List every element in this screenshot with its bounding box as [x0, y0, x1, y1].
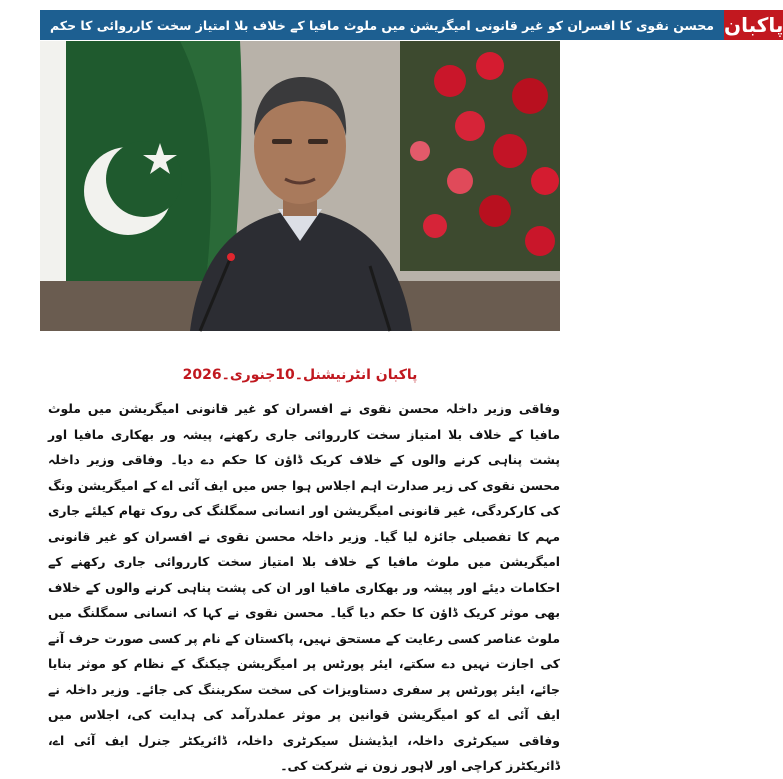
brand-logo: پاکبان: [724, 10, 783, 40]
flowers-graphic: [400, 41, 560, 271]
header-bar: [40, 10, 783, 40]
dateline: پاکبان انٹرنیشنل۔10جنوری۔2026: [182, 367, 418, 383]
article-body: وفاقی وزیر داخلہ محسن نقوی نے افسران کو غیر قانونی امیگریشن میں ملوث مافیا کے خلاف بلا امتیاز سخت کارروائی جاری رکھنے، پیشہ ور بھکاری مافیا اور پشت پناہی کرنے والوں کے خلاف کریک ڈاؤن کا حکم دے دیا۔ وفاقی وزیر داخلہ محسن نقوی کی زیر صدارت اہم اجلاس ہوا جس میں ایف آئی اے کے امیگریشن ونگ کی کارکردگی، غیر قانونی امیگریشن اور انسانی سمگلنگ کی روک تھام کیلئے جاری مہم کا تفصیلی جائزہ لیا گیا۔ وزیر داخلہ محسن نقوی نے افسران کو غیر قانونی امیگریشن میں ملوث مافیا کے خلاف بلا امتیاز سخت کارروائی جاری رکھنے کے احکامات دیئے اور پیشہ ور بھکاری مافیا اور ان کی پشت پناہی کرنے والوں کے خلاف بھی موثر کریک ڈاؤن کا حکم دیا گیا۔ محسن نقوی نے کہا کہ انسانی سمگلنگ میں ملوث عناصر کسی رعایت کے مستحق نہیں، پاکستان کے نام پر کسی صورت حرف آنے کی اجازت نہیں دے سکتے، ایئر پورٹس پر امیگریشن چیکنگ کے نظام کو موثر بنایا جائے، ایئر پورٹس پر سفری دستاویزات کی سخت سکریننگ کی جائے۔ وزیر داخلہ نے ایف آئی اے کو امیگریشن قوانین پر موثر عملدرآمد کی ہدایت کی، اجلاس میں وفاقی سیکرٹری داخلہ، ایڈیشنل سیکرٹری داخلہ، ڈائریکٹر جنرل ایف آئی اے، ڈائریکٹرز کراچی اور لاہور زون نے شرکت کی۔: [48, 401, 560, 773]
news-photo: [40, 41, 560, 331]
headline: محسن نقوی کا افسران کو غیر قانونی امیگریشن میں ملوث مافیا کے خلاف بلا امتیاز سخت کارروائی کا حکم: [40, 10, 724, 40]
